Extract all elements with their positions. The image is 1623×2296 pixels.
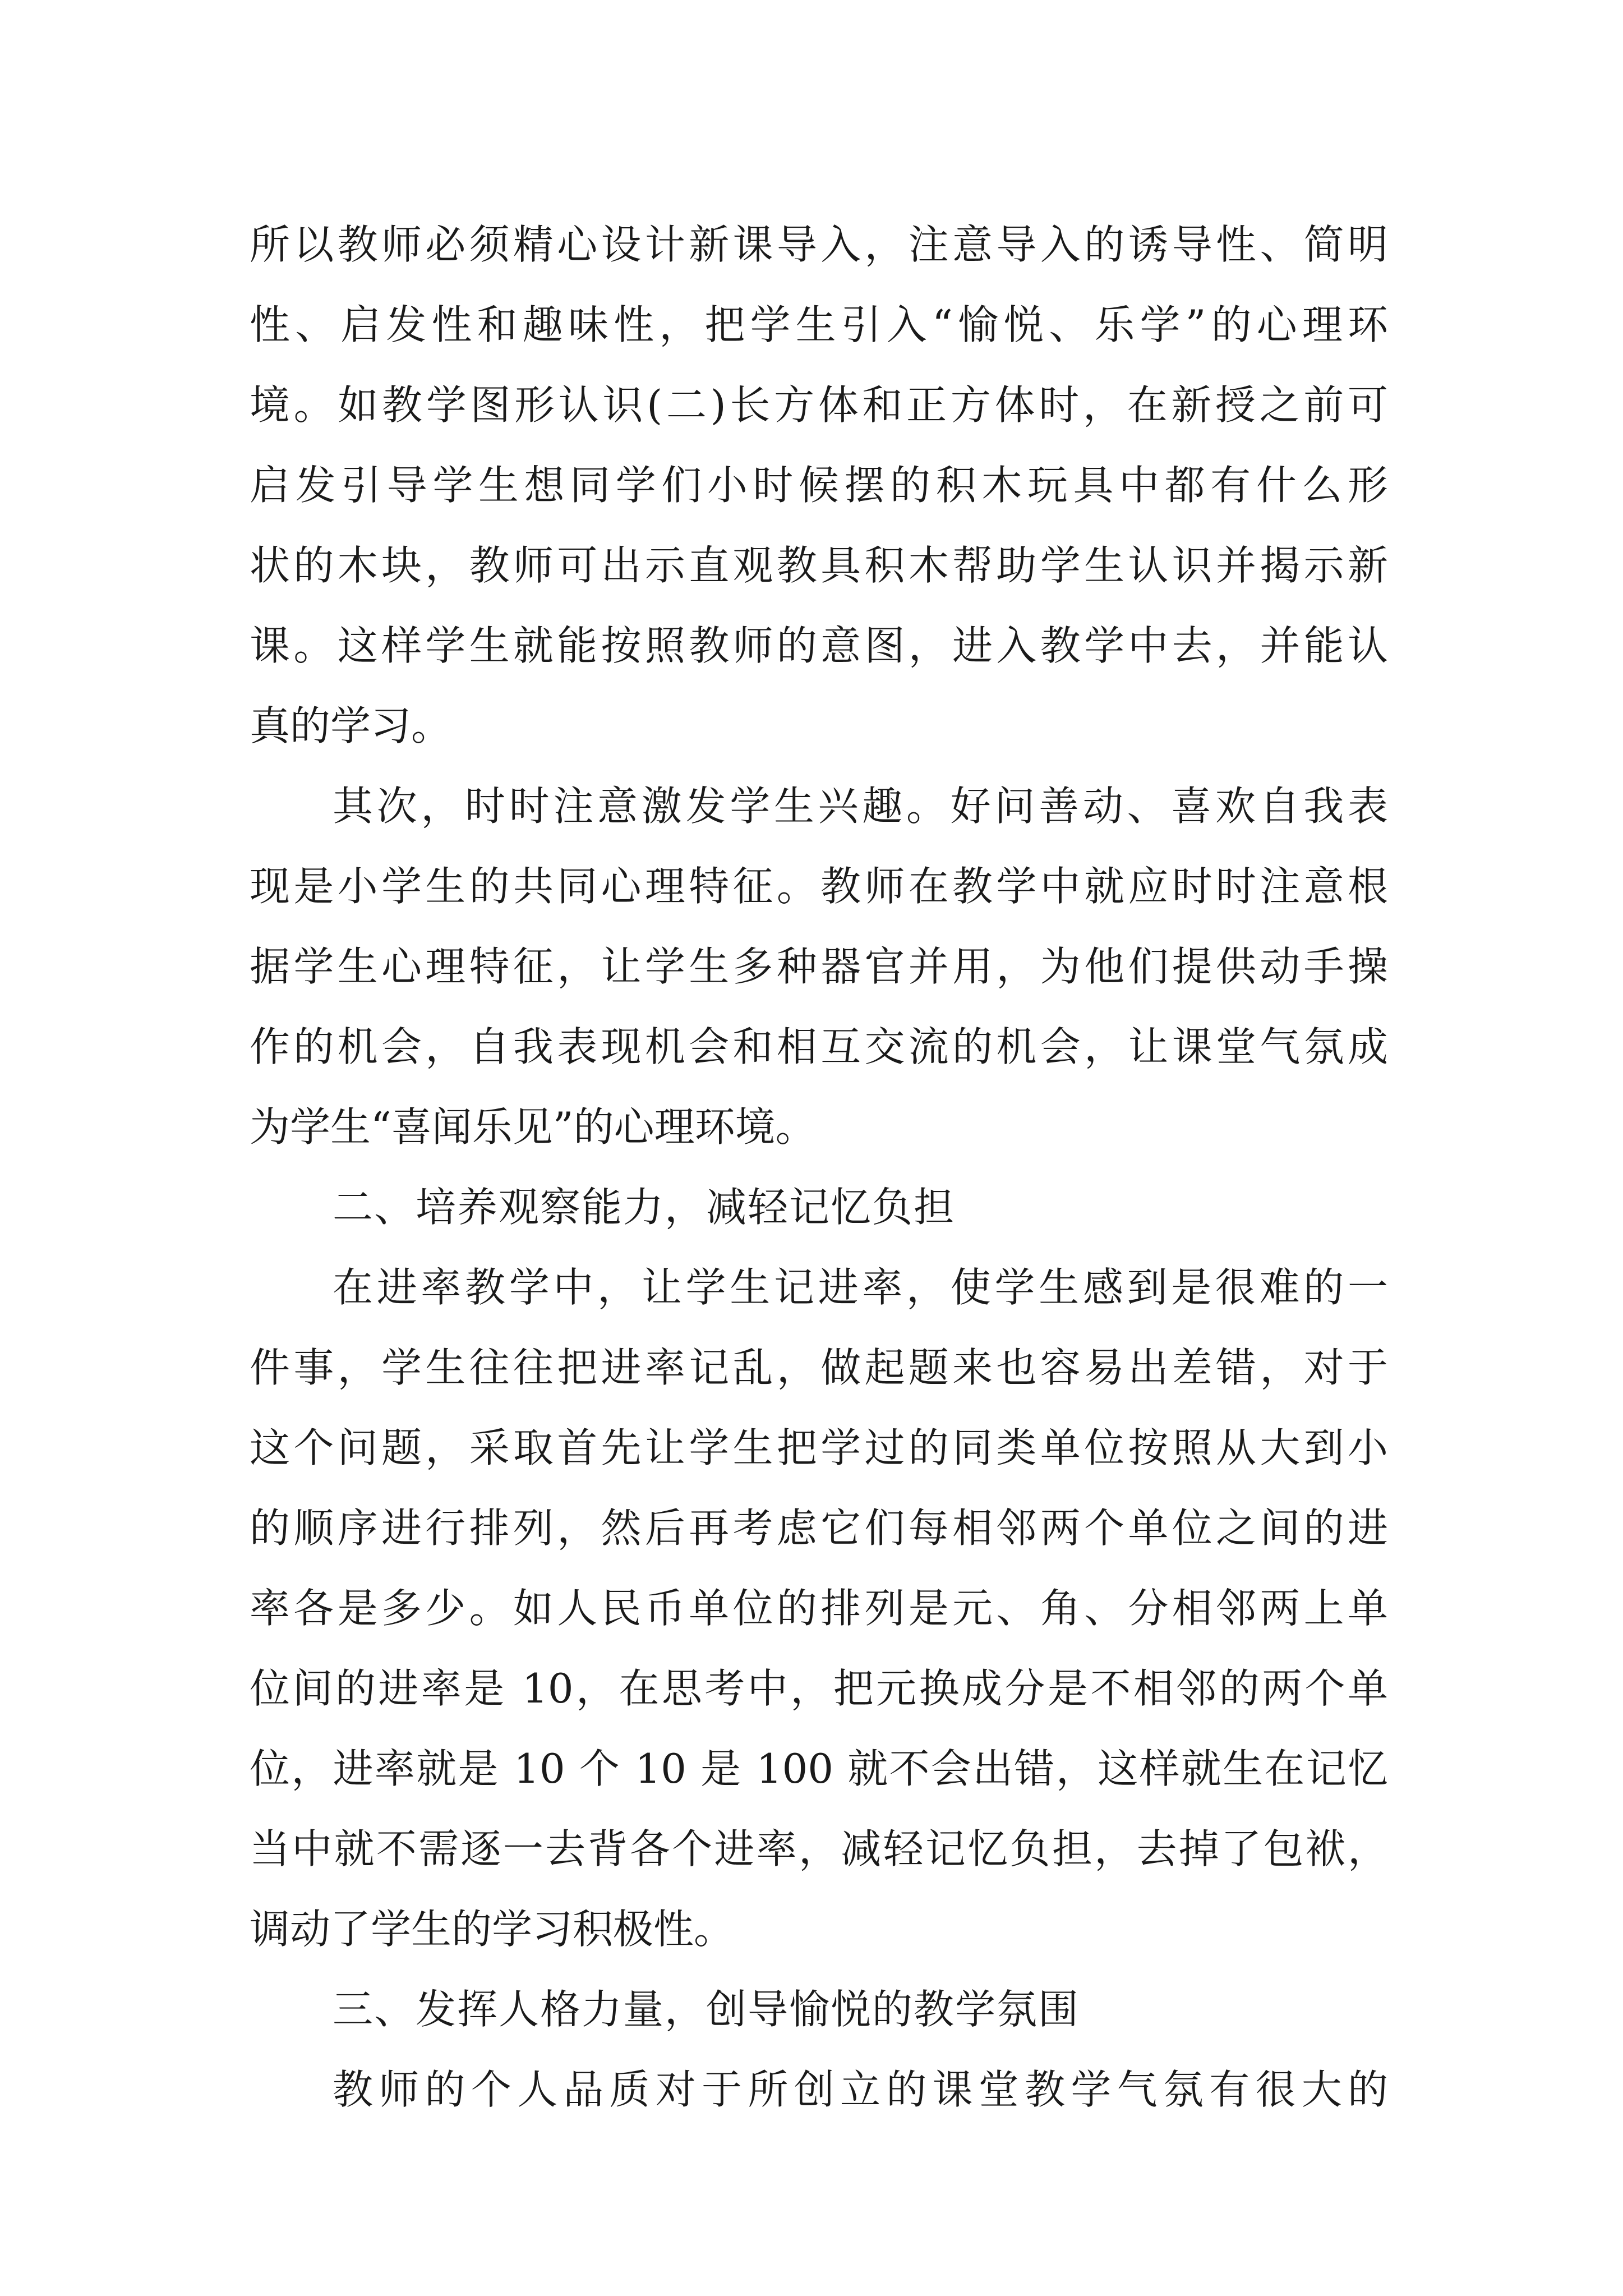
text-line: 位，进率就是 10 个 10 是 100 就不会出错，这样就生在记忆: [250, 1745, 1388, 1792]
text-line: 这个问题，采取首先让学生把学过的同类单位按照从大到小: [250, 1424, 1388, 1471]
text-line: 为学生“喜闻乐见”的心理环境。: [250, 1103, 816, 1151]
section-heading: 三、发挥人格力量，创导愉悦的教学氛围: [333, 1986, 1080, 2033]
text-line: 启发引导学生想同学们小时候摆的积木玩具中都有什么形: [250, 462, 1388, 509]
text-line: 当中就不需逐一去背各个进率，减轻记忆负担，去掉了包袱，: [250, 1825, 1388, 1872]
text-line: 状的木块，教师可出示直观教具积木帮助学生认识并揭示新: [250, 542, 1388, 589]
text-line: 真的学习。: [250, 702, 452, 749]
text-line: 位间的进率是 10，在思考中，把元换成分是不相邻的两个单: [250, 1665, 1388, 1712]
text-line: 率各是多少。如人民币单位的排列是元、角、分相邻两上单: [250, 1585, 1388, 1632]
text-line: 在进率教学中，让学生记进率，使学生感到是很难的一: [333, 1264, 1388, 1311]
text-line: 据学生心理特征，让学生多种器官并用，为他们提供动手操: [250, 943, 1388, 990]
text-line: 教师的个人品质对于所创立的课堂教学气氛有很大的: [333, 2066, 1388, 2113]
text-line: 性、启发性和趣味性，把学生引入“愉悦、乐学”的心理环: [250, 301, 1388, 348]
text-line: 调动了学生的学习积极性。: [250, 1906, 735, 1953]
section-heading: 二、培养观察能力，减轻记忆负担: [333, 1184, 956, 1231]
text-line: 现是小学生的共同心理特征。教师在教学中就应时时注意根: [250, 863, 1388, 910]
text-line: 所以教师必须精心设计新课导入，注意导入的诱导性、简明: [250, 221, 1388, 268]
text-line: 境。如教学图形认识(二)长方体和正方体时，在新授之前可: [250, 381, 1388, 429]
text-line: 作的机会，自我表现机会和相互交流的机会，让课堂气氛成: [250, 1023, 1388, 1070]
document-body: [250, 205, 1388, 2130]
text-line: 其次，时时注意激发学生兴趣。好问善动、喜欢自我表: [333, 783, 1388, 830]
text-line: 课。这样学生就能按照教师的意图，进入教学中去，并能认: [250, 622, 1388, 669]
text-line: 件事，学生往往把进率记乱，做起题来也容易出差错，对于: [250, 1344, 1388, 1391]
text-line: 的顺序进行排列，然后再考虑它们每相邻两个单位之间的进: [250, 1504, 1388, 1552]
